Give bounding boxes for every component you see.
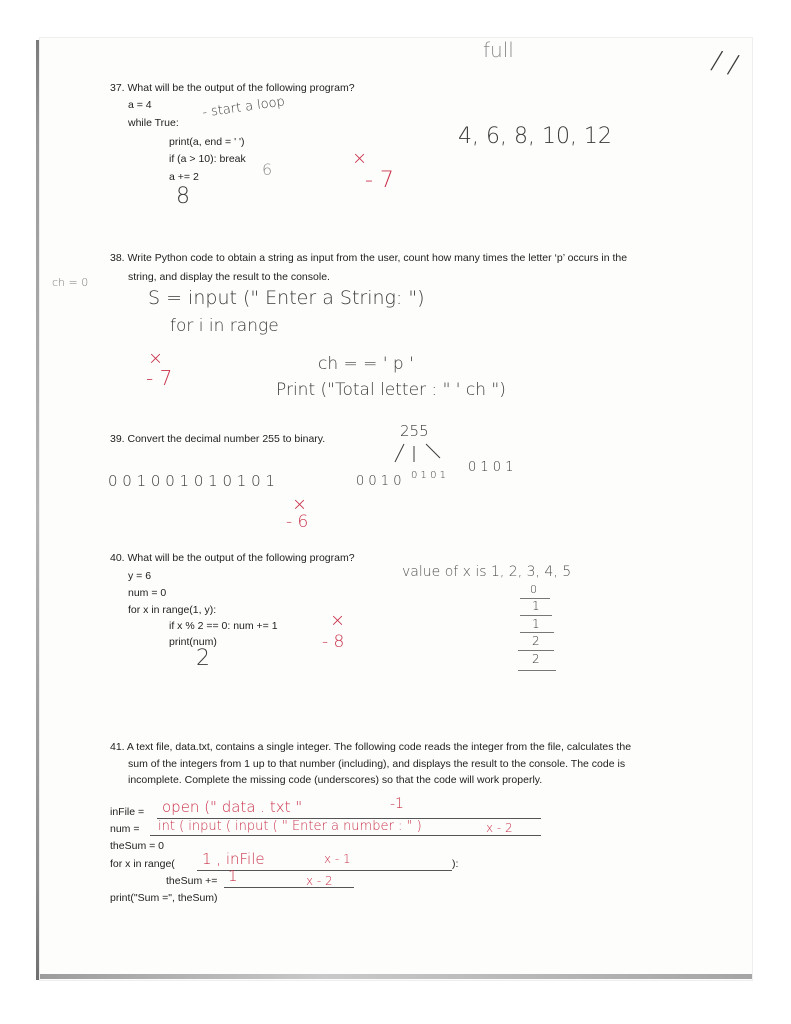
q37-hw-six: 6 [262, 160, 273, 179]
q39-score: - 6 [286, 512, 309, 532]
q37-code-line: print(a, end = ' ') [169, 136, 245, 148]
q39-hw-part: 0 1 0 1 [468, 460, 514, 475]
q41-hw-num-mark: x - 2 [486, 821, 513, 835]
q40-hw-table-rule [520, 632, 554, 633]
q39-hw-part: 0 1 0 1 [411, 470, 446, 481]
q40-hw-table-cell: 1 [532, 617, 540, 631]
q37-score: - 7 [365, 168, 394, 193]
q37-code-line: if (a > 10): break [169, 153, 246, 165]
q37-hw-eight: 8 [176, 184, 190, 209]
q40-hw-table-rule [520, 598, 550, 599]
q41-hw-range: 1 , inFile [202, 850, 265, 868]
q41-code-line: inFile = [110, 806, 145, 818]
q38-question: string, and display the result to the console. [128, 271, 330, 283]
q40-hw-answer: 2 [196, 646, 210, 671]
hw-full-note: full [483, 38, 514, 62]
q37-code-line: while True: [128, 117, 179, 129]
q41-question: incomplete. Complete the missing code (underscores) so that the code will work properly. [128, 774, 543, 786]
q41-question: 41. A text file, data.txt, contains a single integer. The following code reads the integer from the file, calculates the [110, 741, 632, 753]
q40-code-line: num = 0 [128, 587, 167, 599]
q38-hw-line: ch = = ' p ' [318, 354, 414, 374]
q39-hw-tree-lines [390, 440, 460, 466]
q40-hw-table-cell: 2 [532, 652, 540, 666]
q41-hw-infile-mark: -1 [390, 796, 404, 812]
q41-hw-num: int ( input ( input ( " Enter a number : " ) [158, 819, 422, 834]
q40-code-line: print(num) [169, 636, 217, 648]
q37-hw-note: - start a loop [201, 94, 286, 121]
q40-hw-note: value of x is 1, 2, 3, 4, 5 [402, 564, 572, 580]
q38-hw-line: Print ("Total letter : " ' ch ") [276, 380, 506, 400]
paper-edge-bottom [40, 974, 752, 979]
q41-question: sum of the integers from 1 up to that number (including), and displays the result to the console. The code is [128, 758, 626, 770]
q40-code-line: y = 6 [128, 570, 152, 582]
q41-code-line: num = [110, 823, 140, 835]
q41-hw-range-mark: x - 1 [324, 852, 351, 866]
q39-hw-answer: 0 0 1 0 0 1 0 1 0 1 0 1 [108, 472, 275, 490]
q41-hw-sum: 1 [228, 867, 238, 885]
q41-code-line: for x in range( [110, 858, 175, 870]
q40-hw-table-cell: 0 [530, 583, 537, 596]
q37-code-line: a += 2 [169, 171, 199, 183]
q38-score: - 7 [146, 366, 173, 390]
q38-margin-note: ch = 0 [52, 276, 89, 289]
q41-hw-sum-mark: x - 2 [306, 874, 333, 888]
q40-hw-table-cell: 2 [532, 634, 540, 648]
q40-score: - 8 [322, 632, 345, 652]
q40-code-line: for x in range(1, y): [128, 604, 217, 616]
q37-hw-answer: 4, 6, 8, 10, 12 [458, 124, 612, 149]
q41-code-line: theSum += [166, 875, 218, 887]
q41-blank-line [150, 835, 541, 836]
q38-hw-line: for i in range [170, 316, 279, 336]
q41-code-line: theSum = 0 [110, 840, 164, 852]
q41-blank-line [224, 887, 354, 888]
q40-question: 40. What will be the output of the following program? [110, 552, 355, 564]
q37-code-line: a = 4 [128, 99, 152, 111]
q39-mark-x: × [292, 494, 308, 515]
q40-hw-table-cell: 1 [532, 599, 540, 613]
q40-hw-table-rule [518, 650, 554, 651]
q41-code-line: ): [452, 858, 459, 870]
q40-hw-table-rule [518, 670, 556, 671]
q38-hw-line: S = input (" Enter a String: ") [148, 287, 425, 309]
q38-mark-x: × [148, 348, 164, 369]
hw-page-total: / / [708, 45, 742, 81]
q40-code-line: if x % 2 == 0: num += 1 [169, 620, 278, 632]
q37-question: 37. What will be the output of the following program? [110, 82, 355, 94]
q39-hw-part: 0 0 1 0 [356, 474, 402, 489]
q40-hw-table-rule [520, 615, 552, 616]
q37-mark-x: × [352, 148, 368, 169]
q40-mark-x: × [330, 610, 346, 631]
q41-hw-infile: open (" data . txt " [162, 798, 303, 816]
q38-question: 38. Write Python code to obtain a string as input from the user, count how many times the letter ‘p’ occurs in the [110, 252, 628, 264]
q39-hw-255: 255 [400, 422, 429, 440]
q41-code-line: print("Sum =", theSum) [110, 892, 218, 904]
q39-question: 39. Convert the decimal number 255 to binary. [110, 433, 326, 445]
